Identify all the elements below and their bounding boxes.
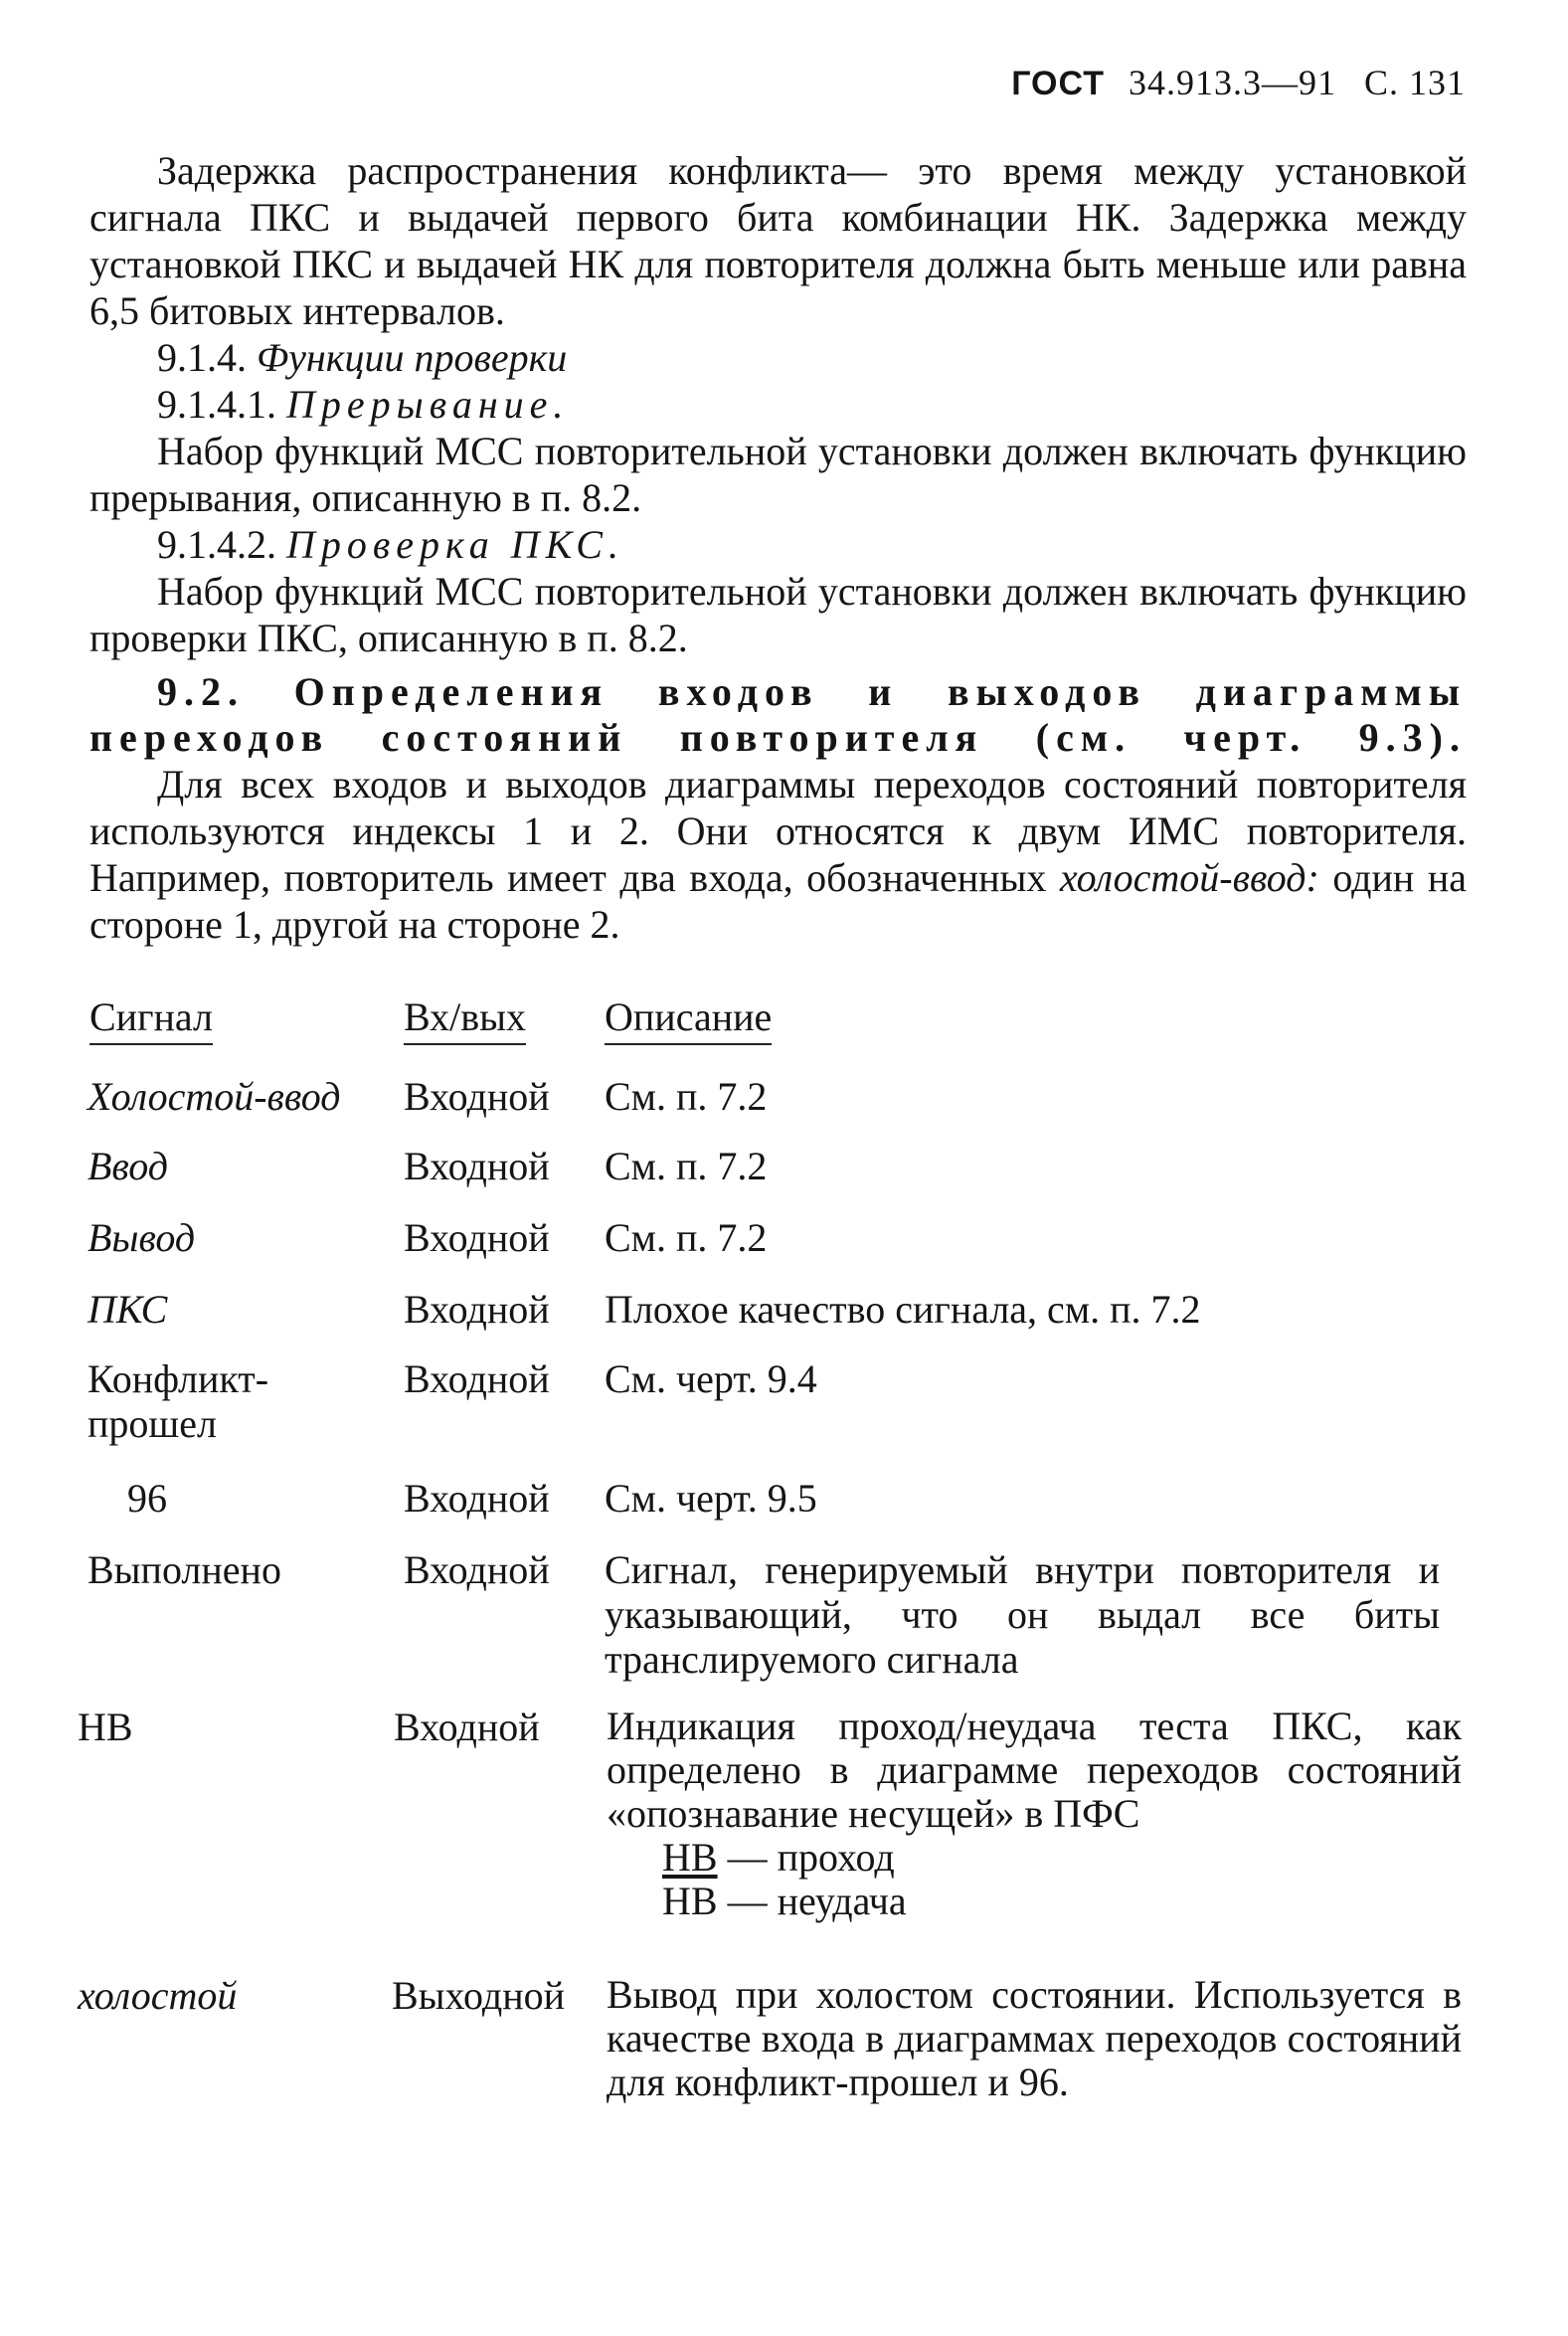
signal-name: холостой-ввод: (1059, 855, 1319, 900)
description-cell: Вывод при холостом состоянии. Используется в качестве входа в диаграммах переходов состояний для конфликт-прошел и 96. (607, 1972, 1462, 2104)
table-header (87, 994, 1480, 1074)
description-cell: Плохое качество сигнала, см. п. 7.2 (605, 1287, 1201, 1332)
io-cell: Входной (404, 1547, 550, 1592)
signal-cell: НВ (78, 1705, 133, 1749)
header-description: Описание (605, 994, 772, 1045)
description-cell: См. черт. 9.5 (605, 1476, 817, 1521)
paragraph-text: Для всех входов и выходов диаграммы переходов состояний повторителя используются индексы 1 и 2. Они относятся к двум ИМС повторителя. Например, повторитель имеет два входа, обозначенных (89, 762, 1467, 900)
standard-abbrev: ГОСТ (1011, 65, 1105, 102)
table-row (87, 1144, 1480, 1215)
paragraph-interrupt: Набор функций МСС повторительной установки должен включать функцию прерывания, описанную в п. 8.2. (89, 429, 1467, 520)
section-9-1-4-2-heading (89, 521, 1467, 568)
section-number: 9.1.4.2. (157, 522, 276, 567)
io-cell: Входной (404, 1215, 550, 1260)
table-row (87, 1547, 1480, 1705)
standard-number: 34.913.3—91 (1128, 63, 1336, 102)
section-title: Проверка ПКС. (286, 522, 624, 567)
description-cell: См. п. 7.2 (605, 1144, 768, 1188)
io-cell: Входной (404, 1287, 550, 1332)
table-row (87, 1287, 1480, 1356)
signal-cell: Конфликт-прошел (87, 1356, 269, 1446)
description-cell: См. черт. 9.4 (605, 1356, 817, 1401)
description-cell: Сигнал, генерируемый внутри повторителя и указывающий, что он выдал все биты транслируемого сигнала (605, 1547, 1440, 1682)
io-cell: Входной (404, 1476, 550, 1521)
signal-cell: Ввод (87, 1144, 168, 1188)
table-row (87, 1074, 1480, 1144)
code-label: НВ (662, 1835, 718, 1880)
description-cell: См. п. 7.2 (605, 1074, 768, 1119)
io-cell: Входной (404, 1144, 550, 1188)
paragraph-text: один на стороне 1, другой на стороне 2. (89, 855, 1468, 947)
paragraph-delay: Задержка распространения конфликта— это время между установкой сигнала ПКС и выдачей первого бита комбинации НК. Задержка между установкой ПКС и выдачей НК для повторителя должна быть меньше или равна 6,5 битовых интервалов. (89, 148, 1467, 333)
page-number: С. 131 (1363, 63, 1466, 102)
section-9-1-4-1-heading (89, 381, 1467, 428)
section-9-1-4-heading (89, 334, 1467, 381)
header-io: Вх/вых (404, 994, 526, 1045)
signal-cell: Холостой-ввод (87, 1074, 341, 1119)
signal-table (78, 994, 1480, 2152)
header-signal: Сигнал (89, 994, 213, 1045)
section-9-2-heading: 9.2. Определения входов и выходов диаграммы переходов состояний повторителя (см. черт. 9.3). (89, 669, 1467, 760)
paragraph-check: Набор функций МСС повторительной установки должен включать функцию проверки ПКС, описанную в п. 8.2. (89, 569, 1467, 660)
body-text (89, 147, 1467, 948)
section-title: Прерывание. (286, 382, 570, 427)
description-cell (607, 1705, 1462, 1923)
page-header (1011, 62, 1466, 103)
signal-cell: Выполнено (87, 1547, 281, 1592)
code-meaning: — неудача (727, 1879, 907, 1923)
section-title: Функции проверки (257, 335, 568, 380)
table-row (87, 1476, 1480, 1547)
table-row (87, 1356, 1480, 1476)
paragraph-indices (89, 761, 1467, 948)
io-cell: Выходной (392, 1973, 566, 2018)
io-cell: Входной (404, 1074, 550, 1119)
signal-cell: 96 (127, 1476, 167, 1521)
code-label-negated: НВ (662, 1879, 718, 1923)
signal-cell: холостой (78, 1973, 238, 2018)
description-text: Индикация проход/неудача теста ПКС, как определено в диаграмме переходов состояний «опознавание несущей» в ПФС (607, 1704, 1462, 1836)
description-cell: См. п. 7.2 (605, 1215, 768, 1260)
code-meaning: — проход (727, 1835, 895, 1880)
table-row (87, 1215, 1480, 1287)
carrier-fail-line (607, 1880, 1462, 1923)
signal-cell: ПКС (87, 1287, 168, 1332)
carrier-pass-line (607, 1836, 1462, 1880)
table-row (78, 1972, 1480, 2152)
section-number: 9.1.4. (157, 335, 247, 380)
table-row (78, 1704, 1480, 1973)
io-cell: Входной (394, 1705, 540, 1749)
signal-cell: Вывод (87, 1215, 196, 1260)
io-cell: Входной (404, 1356, 550, 1401)
section-number: 9.1.4.1. (157, 382, 276, 427)
